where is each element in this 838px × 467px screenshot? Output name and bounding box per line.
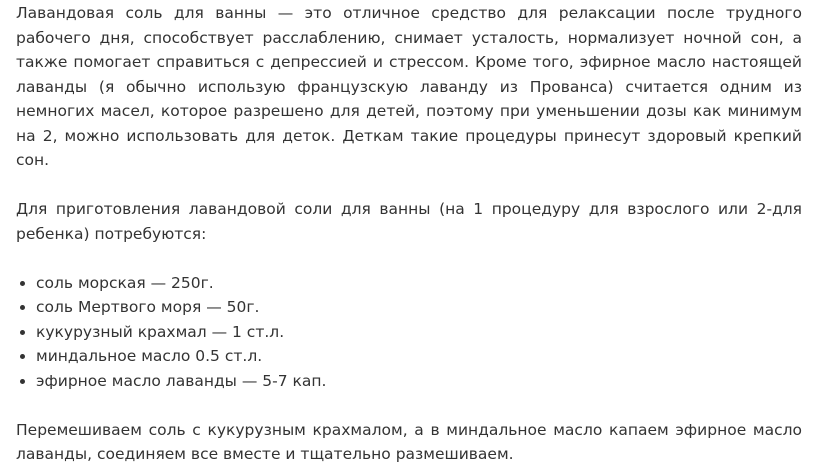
ingredients-intro-paragraph: Для приготовления лавандовой соли для ванны (на 1 процедуру для взрослого или 2-для ребенка) потребуются: — [16, 200, 802, 243]
list-item: соль морская — 250г. — [16, 271, 802, 296]
ingredients-list — [16, 271, 802, 394]
list-item: соль Мертвого моря — 50г. — [16, 295, 802, 320]
list-item: эфирное масло лаванды — 5-7 кап. — [16, 369, 802, 394]
list-item: миндальное масло 0.5 ст.л. — [16, 344, 802, 369]
intro-paragraph: Лавандовая соль для ванны — это отличное средство для релаксации после трудного рабочего дня, способствует расслаблению, снимает усталость, нормализует ночной сон, а также помогает справиться с депрессией и стрессом. Кроме того, эфирное масло настоящей лаванды (я обычно использую французскую лаванду из Прованса) считается одним из немногих масел, которое разрешено для детей, поэтому при уменьшении дозы как минимум на 2, можно использовать для деток. Деткам такие процедуры принесут здоровый крепкий сон. — [16, 4, 802, 169]
list-item: кукурузный крахмал — 1 ст.л. — [16, 320, 802, 345]
instructions-paragraph: Перемешиваем соль с кукурузным крахмалом, а в миндальное масло капаем эфирное масло лаванды, соединяем все вместе и тщательно размешиваем. — [16, 420, 802, 463]
